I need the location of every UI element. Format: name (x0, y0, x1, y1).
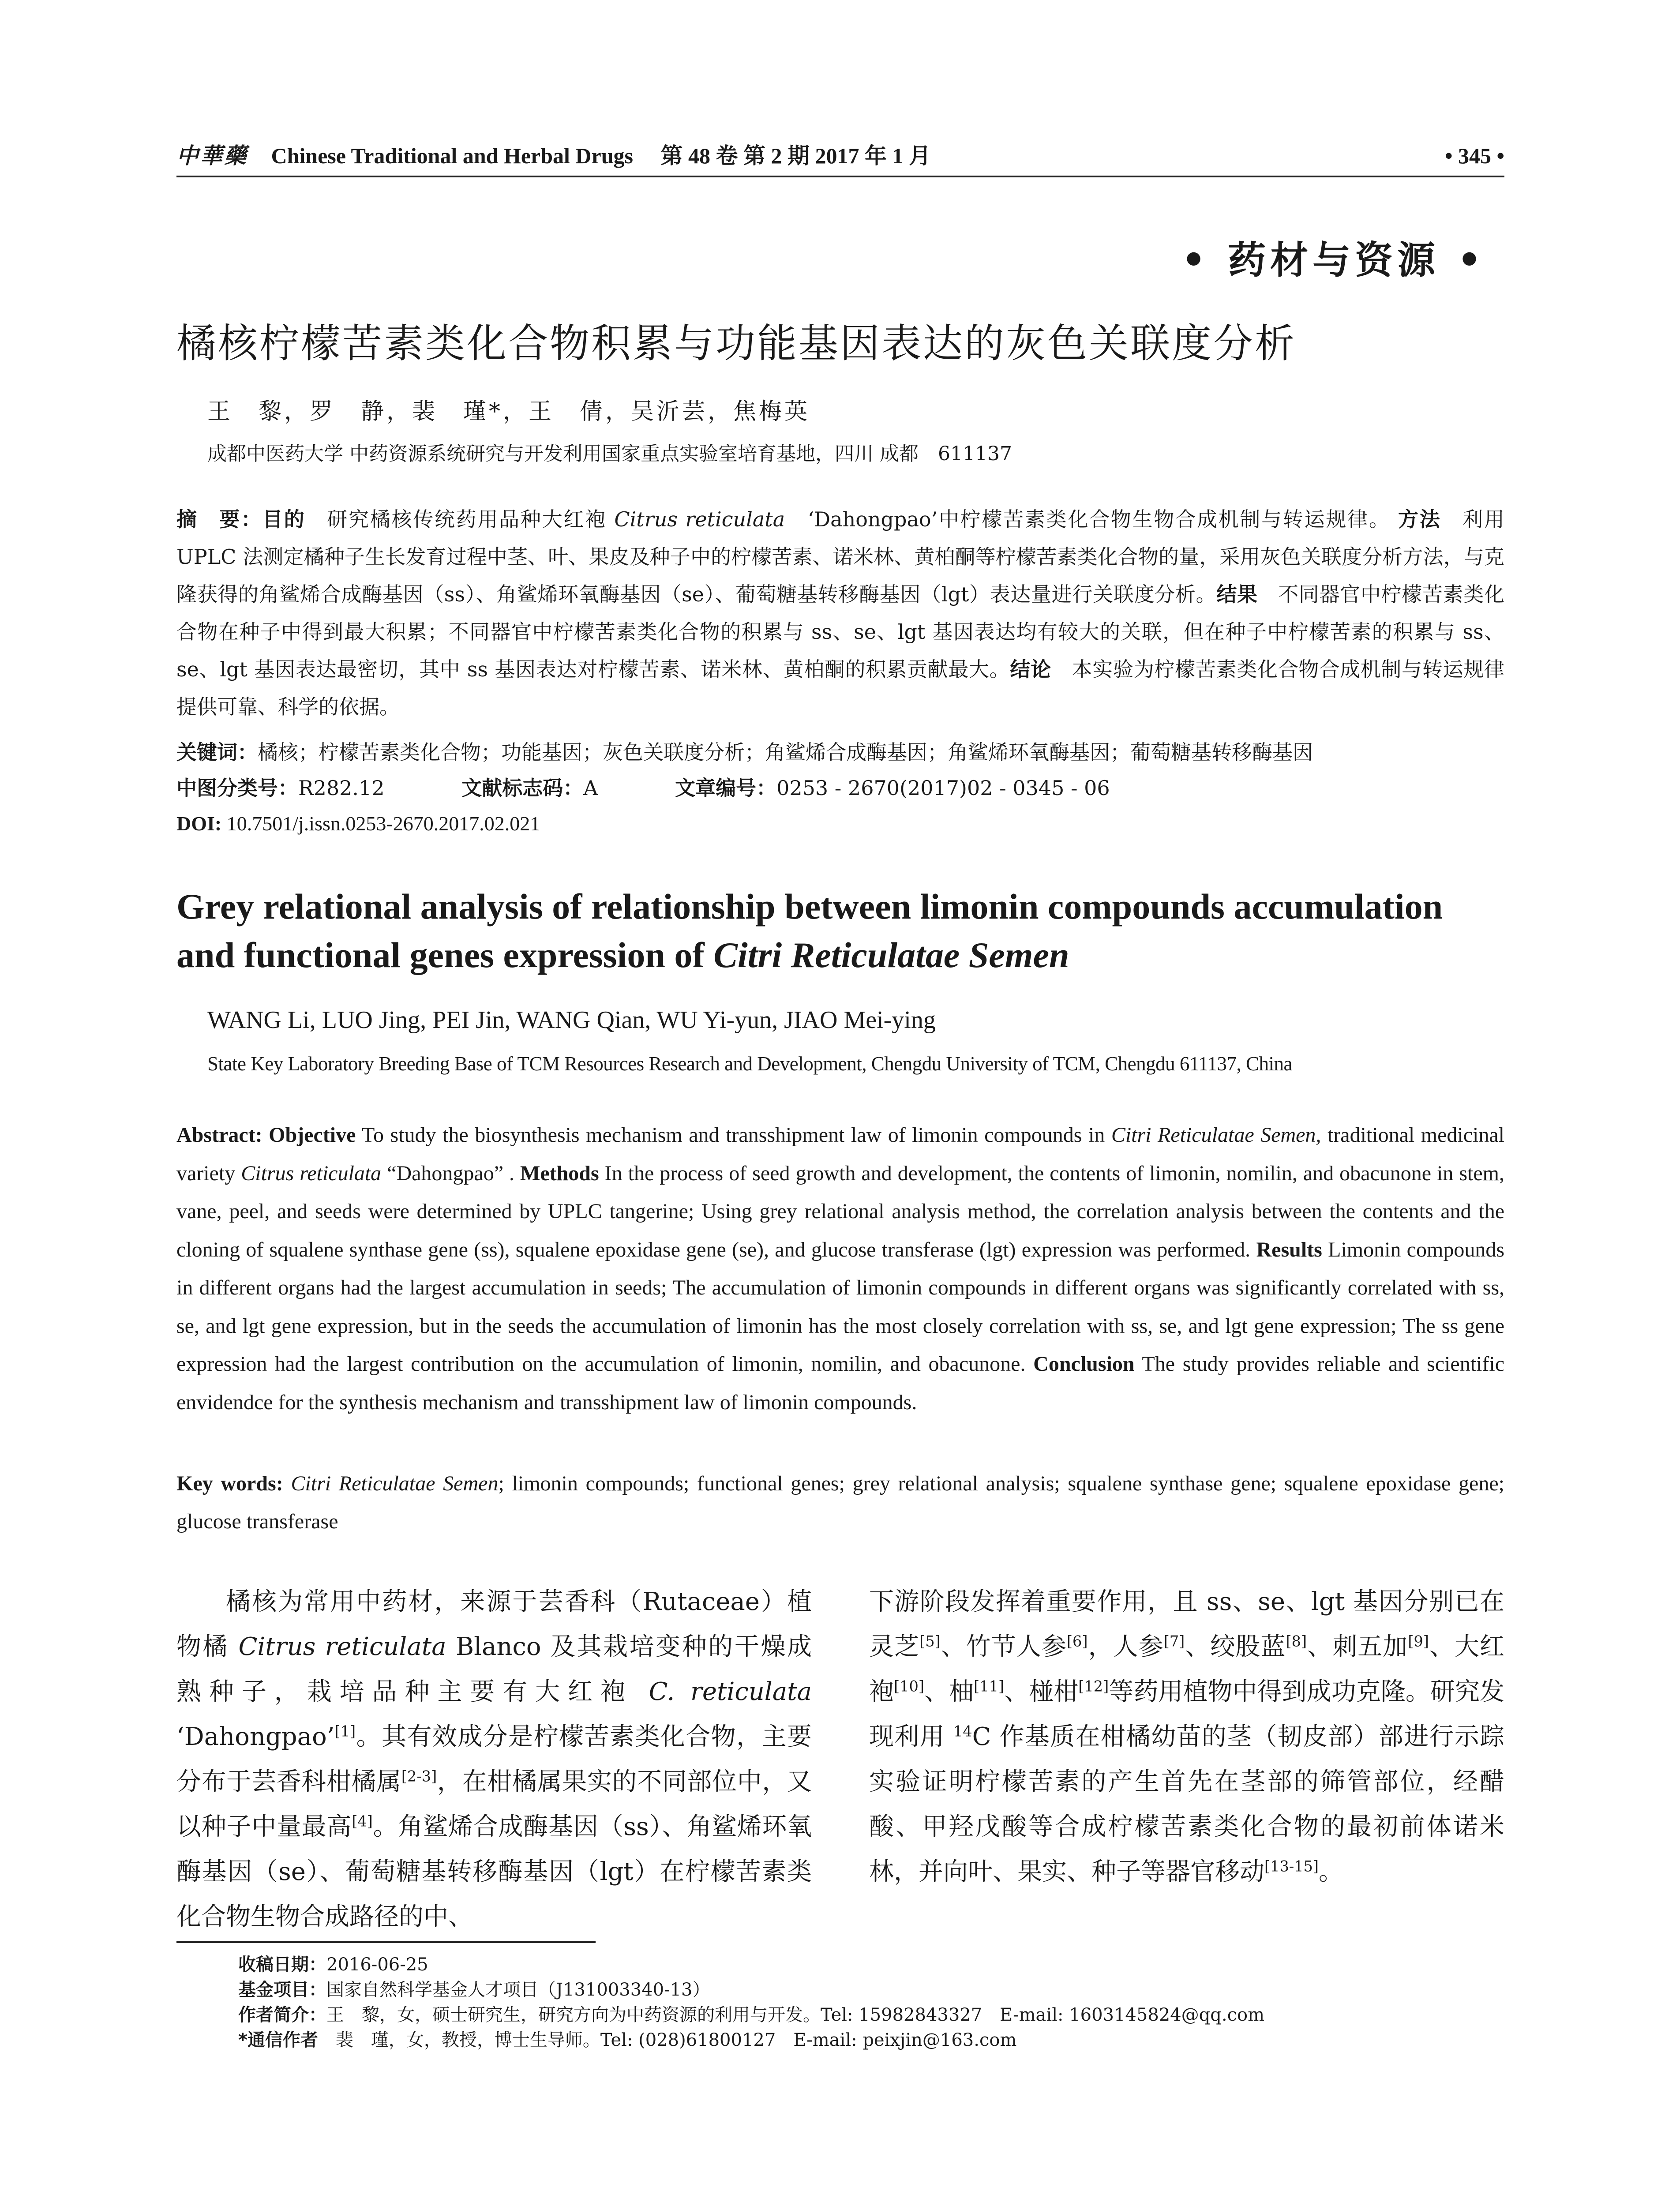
body-text: 、大红袍 (869, 1632, 1505, 1706)
body-column-right (869, 1579, 1504, 1895)
body-text: ‘Dahongpao’ (176, 1722, 335, 1751)
citation-ref: [4] (352, 1812, 373, 1830)
cn-objective-label: 目的 (262, 507, 306, 531)
en-conclusion-label: Conclusion (1033, 1352, 1135, 1376)
cn-authors: 王 黎，罗 静，裴 瑾*，王 倩，吴沂芸，焦梅英 (207, 398, 810, 425)
doi (176, 812, 540, 835)
cn-abstract (176, 501, 1504, 726)
en-objective-text-3: “Dahongpao” . (381, 1161, 521, 1185)
footnotes (238, 1952, 1504, 2053)
body-text: 下游阶段发挥着重要作用，且 ss、se、lgt 基因分别已在灵芝 (869, 1587, 1504, 1661)
cn-conclusion-text: 本实验为柠檬苦素类化合物合成机制与转运规律提供可靠、科学的依据。 (176, 657, 1505, 719)
journal-logo-cn: 中華藥 (176, 143, 248, 168)
en-keywords-label: Key words: (176, 1472, 291, 1495)
body-text: 橘核为常用中药材，来源于芸香科（Rutaceae）植物橘 (176, 1587, 812, 1661)
en-objective-text: To study the biosynthesis mechanism and transshipment law of limonin compounds in (356, 1123, 1111, 1147)
footnote-rule (176, 1941, 596, 1943)
body-text: 、椪柑 (1004, 1677, 1079, 1706)
en-keywords-italic: Citri Reticulatae Semen (291, 1472, 499, 1495)
citation-ref: [5] (919, 1632, 941, 1650)
body-text: 、刺五加 (1307, 1632, 1408, 1661)
page-number: • 345 • (1444, 143, 1504, 168)
clc-label: 中图分类号： (176, 776, 298, 800)
cn-abstract-label: 摘 要： (176, 507, 262, 531)
cn-keywords-text: 橘核；柠檬苦素类化合物；功能基因；灰色关联度分析；角鲨烯合成酶基因；角鲨烯环氧酶基因；葡萄糖基转移酶基因 (258, 740, 1313, 764)
cn-classification (176, 772, 1504, 801)
body-text: ，人参 (1088, 1632, 1164, 1661)
body-column-left (176, 1579, 812, 1940)
en-keywords-text: ; limonin compounds; functional genes; grey relational analysis; squalene synthase gene; squalene epoxidase gene; glucose transferase (176, 1472, 1504, 1533)
citation-ref: [11] (974, 1677, 1005, 1695)
cn-conclusion-label: 结论 (1010, 657, 1051, 681)
body-text: Blanco 及其栽培变种的干燥成熟种子，栽培品种主要有大红袍 (176, 1632, 812, 1706)
doi-value: 10.7501/j.issn.0253-2670.2017.02.021 (221, 812, 540, 835)
en-authors: WANG Li, LUO Jing, PEI Jin, WANG Qian, WU Yi-yun, JIAO Mei-ying (207, 1006, 936, 1034)
cn-affiliation: 成都中医药大学 中药资源系统研究与开发利用国家重点实验室培育基地，四川 成都 611137 (207, 443, 1012, 465)
cn-results-text: 不同器官中柠檬苦素类化合物在种子中得到最大积累；不同器官中柠檬苦素类化合物的积累与 ss、se、lgt 基因表达均有较大的关联，但在种子中柠檬苦素的积累与 ss、se、lgt 基因表达最密切，其中 ss 基因表达对柠檬苦素、诺米林、黄柏酮的积累贡献最大。 (176, 582, 1505, 681)
en-abstract-label: Abstract: Objective (176, 1123, 356, 1147)
en-results-label: Results (1256, 1238, 1322, 1261)
doc-code-label: 文献标志码： (461, 776, 584, 800)
body-text: 。 (1319, 1857, 1343, 1886)
journal-issue: 第 48 卷 第 2 期 2017 年 1 月 (660, 143, 931, 168)
cn-objective-text: 研究橘核传统药用品种大红袍 (305, 507, 615, 531)
cn-species-name: Citrus reticulata (614, 507, 785, 531)
body-text: C 作基质在柑橘幼苗的茎（韧皮部）部进行示踪实验证明柠檬苦素的产生首先在茎部的筛管部位，经醋酸、甲羟戊酸等合成柠檬苦素类化合物的最初前体诺米林，并向叶、果实、种子等器官移动 (869, 1722, 1504, 1886)
citation-ref: [1] (334, 1722, 356, 1740)
citation-ref: [10] (894, 1677, 924, 1695)
article-no-label: 文章编号： (675, 776, 777, 800)
en-methods-label: Methods (520, 1161, 599, 1185)
cn-objective-text-2: ‘Dahongpao’中柠檬苦素类化合物生物合成机制与转运规律。 (785, 507, 1391, 531)
citation-ref: [8] (1286, 1632, 1307, 1650)
citation-ref: [2-3] (401, 1767, 437, 1785)
journal-name-en: Chinese Traditional and Herbal Drugs (271, 143, 633, 168)
en-species-name: Citrus reticulata (241, 1161, 382, 1185)
en-methods-text: In the process of seed growth and development, the contents of limonin, nomilin, and obacunone in stem, vane, peel, and seeds were determined by UPLC tangerine; Using grey relational analysis method, the correlation analysis between the contents and the cloning of squalene synthase gene (ss), squalene epoxidase gene (se), and glucose transferase (lgt) expression was performed. (176, 1161, 1505, 1261)
doc-code-value: A (583, 776, 598, 800)
en-title (176, 882, 1504, 979)
cn-keywords-label: 关键词： (176, 740, 258, 764)
doi-label: DOI: (176, 812, 222, 835)
cn-results-label: 结果 (1216, 582, 1258, 606)
body-text: 。角鲨烯合成酶基因（ss）、角鲨烯环氧酶基因（se）、葡萄糖基转移酶基因（lgt）在柠檬苦素类化合物生物合成路径的中、 (176, 1812, 812, 1931)
citation-ref: [6] (1066, 1632, 1088, 1650)
en-affiliation: State Key Laboratory Breeding Base of TCM Resources Research and Development, Chengdu University of TCM, Chengdu 611137, China (207, 1053, 1292, 1075)
en-results-text: Limonin compounds in different organs had the largest accumulation in seeds; The accumulation of limonin compounds in different organs was significantly correlated with ss, se, and lgt gene expression, but in the seeds the accumulation of limonin has the most closely correlation with ss, se, and lgt gene expression; The ss gene expression had the largest contribution on the accumulation of limonin, nomilin, and obacunone. (176, 1238, 1505, 1376)
body-text: 、柚 (924, 1677, 974, 1706)
running-header (176, 140, 1504, 171)
body-species-abbr: C. reticulata (649, 1677, 812, 1706)
citation-ref: [9] (1408, 1632, 1429, 1650)
en-title-text: Grey relational analysis of relationship between limonin compounds accumulation and functional genes expression of (176, 886, 1443, 975)
en-conclusion-text: The study provides reliable and scientific envidendce for the synthesis mechanism and transshipment law of limonin compounds. (176, 1352, 1504, 1414)
en-abstract (176, 1116, 1504, 1422)
en-title-species: Citri Reticulatae Semen (713, 935, 1069, 975)
citation-ref: [12] (1078, 1677, 1109, 1695)
cn-keywords (176, 735, 1504, 770)
footnote-funding: 基金项目：国家自然科学基金人才项目（J131003340-13） (238, 1980, 710, 2000)
article-no-value: 0253 - 2670(2017)02 - 0345 - 06 (776, 776, 1110, 800)
body-text: 等药用植物中得到成功克隆。研究发现利用 (869, 1677, 1505, 1751)
body-text: 、绞股蓝 (1185, 1632, 1286, 1661)
body-species: Citrus reticulata (238, 1632, 446, 1661)
cn-methods-label: 方法 (1398, 507, 1441, 531)
en-objective-text-2: traditional medicinal variety (176, 1123, 1505, 1185)
citation-ref: [13-15] (1264, 1857, 1319, 1875)
cn-methods-text: 利用 UPLC 法测定橘种子生长发育过程中茎、叶、果皮及种子中的柠檬苦素、诺米林、黄柏酮等柠檬苦素类化合物的量，采用灰色关联度分析方法，与克隆获得的角鲨烯合成酶基因（ss）、角鲨烯环氧酶基因（se）、葡萄糖基转移酶基因（lgt）表达量进行关联度分析。 (176, 507, 1505, 606)
footnote-received: 收稿日期：2016-06-25 (238, 1955, 428, 1975)
cn-title: 橘核柠檬苦素类化合物积累与功能基因表达的灰色关联度分析 (176, 320, 1296, 367)
body-text: 、竹节人参 (940, 1632, 1067, 1661)
section-label: • 药材与资源 • (1181, 238, 1486, 282)
body-text: ，在柑橘属果实的不同部位中，又以种子中量最高 (176, 1767, 812, 1841)
citation-ref: [7] (1163, 1632, 1185, 1650)
en-objective-italic: Citri Reticulatae Semen, (1111, 1123, 1321, 1147)
clc-value: R282.12 (298, 776, 385, 800)
isotope-superscript: 14 (953, 1722, 972, 1740)
body-text: 。其有效成分是柠檬苦素类化合物，主要分布于芸香科柑橘属 (176, 1722, 812, 1796)
footnote-corresponding: *通信作者 裴 瑾，女，教授，博士生导师。Tel: (028)61800127 E-mail: peixjin@163.com (238, 2030, 1017, 2050)
en-keywords (176, 1465, 1504, 1541)
header-rule (176, 176, 1504, 177)
footnote-author-bio: 作者简介：王 黎，女，硕士研究生，研究方向为中药资源的利用与开发。Tel: 15982843327 E-mail: 1603145824@qq.com (238, 2005, 1265, 2025)
